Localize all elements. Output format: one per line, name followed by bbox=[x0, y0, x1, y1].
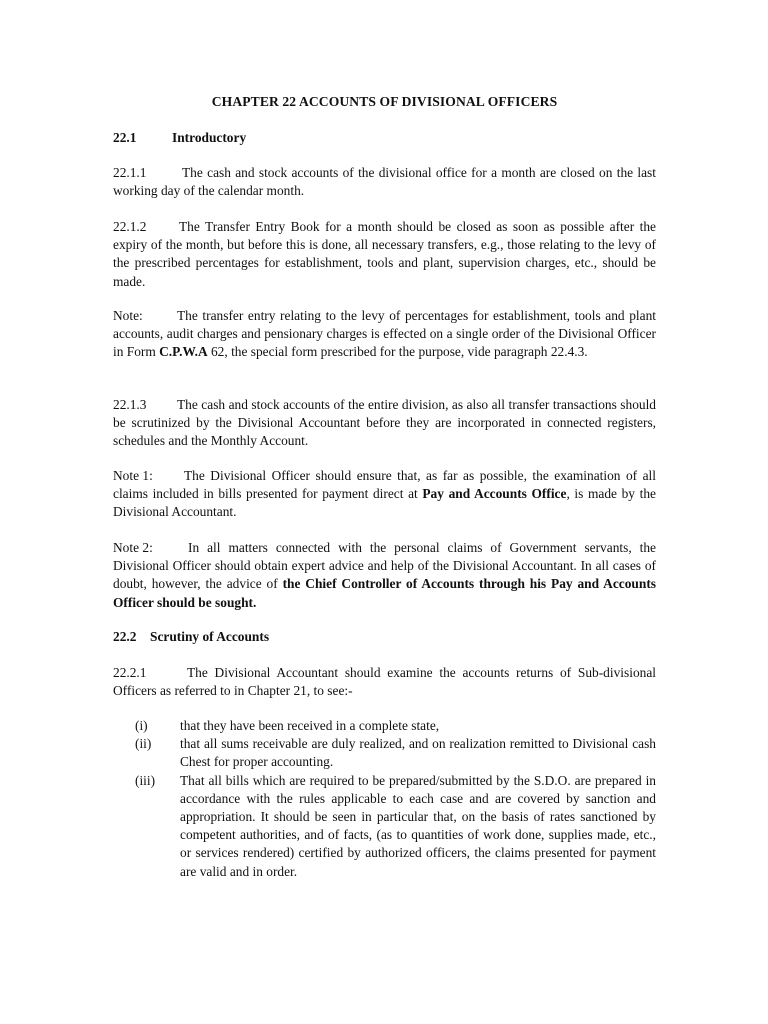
section-title: Introductory bbox=[172, 130, 247, 145]
note-text-end: 62, the special form prescribed for the purpose, vide paragraph 22.4.3. bbox=[207, 344, 588, 360]
authority-clause: the Chief Controller of Accounts through his Pay and Accounts Officer should be sought. bbox=[113, 576, 656, 610]
paragraph-number: 22.1.3 bbox=[113, 397, 147, 412]
note-paragraph bbox=[113, 307, 656, 362]
note-text: The Divisional Officer should ensure that, as far as possible, the examination of all claims included in bills presented for payment direct at bbox=[113, 468, 656, 502]
note-text-end: , is made by the Divisional Accountant. bbox=[113, 486, 656, 520]
list-marker: (i) bbox=[135, 718, 148, 733]
note-text: The transfer entry relating to the levy of percentages for establishment, tools and plant accounts, audit charges and pensionary charges is effected on a single order of the Divisional Officer in Form bbox=[113, 308, 656, 360]
section-heading-22-1 bbox=[113, 130, 246, 146]
paragraph-22-1-2 bbox=[113, 218, 656, 291]
list-item-text: That all bills which are required to be prepared/submitted by the S.D.O. are prepared in accordance with the rules applicable to each case and are covered by sanction and appropriation. It should be seen in particular that, on the basis of rates sanctioned by competent authorities, and of facts, (as to quantities of work done, supplies made, etc., or services rendered) certified by authorized officers, the claims presented for payment are valid and in order. bbox=[180, 772, 656, 879]
paragraph-number: 22.2.1 bbox=[113, 665, 147, 680]
note-2-paragraph bbox=[113, 539, 656, 612]
note-label: Note 2: bbox=[113, 540, 153, 555]
list-item bbox=[135, 772, 656, 881]
paragraph-22-1-3 bbox=[113, 396, 656, 451]
list-item bbox=[135, 717, 656, 735]
list-marker: (ii) bbox=[135, 736, 152, 752]
paragraph-22-1-1 bbox=[113, 164, 656, 200]
paragraph-text: The Divisional Accountant should examine the accounts returns of Sub-divisional Officers as referred to in Chapter 21, to see:- bbox=[113, 665, 656, 699]
note-1-paragraph bbox=[113, 467, 656, 522]
paragraph-number: 22.1.1 bbox=[113, 165, 147, 180]
check-list bbox=[135, 717, 656, 881]
section-title: Scrutiny of Accounts bbox=[150, 629, 270, 644]
section-heading-22-2 bbox=[113, 629, 269, 645]
paragraph-text: The cash and stock accounts of the entire division, as also all transfer transactions should be scrutinized by the Divisional Accountant before they are incorporated in connected registers, schedules and the Monthly Account. bbox=[113, 397, 656, 449]
office-name: Pay and Accounts Office bbox=[422, 486, 567, 502]
paragraph-text: The Transfer Entry Book for a month should be closed as soon as possible after the expiry of the month, but before this is done, all necessary transfers, e.g., those relating to the levy of the prescribed percentages for establishment, tools and plant, supervision charges, etc., should be made. bbox=[113, 219, 656, 289]
list-marker: (iii) bbox=[135, 772, 156, 788]
note-label: Note: bbox=[113, 308, 143, 323]
section-number: 22.1 bbox=[113, 130, 137, 145]
section-number: 22.2 bbox=[113, 629, 137, 644]
note-label: Note 1: bbox=[113, 468, 153, 483]
note-text: In all matters connected with the personal claims of Government servants, the Divisional Officer should obtain expert advice and help of the Divisional Accountant. In all cases of doubt, however, the advice of bbox=[113, 540, 656, 592]
paragraph-text: The cash and stock accounts of the divisional office for a month are closed on the last working day of the calendar month. bbox=[113, 165, 656, 199]
paragraph-number: 22.1.2 bbox=[113, 219, 147, 234]
list-item-text: that they have been received in a complete state, bbox=[180, 718, 440, 733]
list-item bbox=[135, 735, 656, 771]
chapter-title: CHAPTER 22 ACCOUNTS OF DIVISIONAL OFFICERS bbox=[211, 94, 558, 109]
paragraph-22-2-1 bbox=[113, 664, 656, 700]
form-reference: C.P.W.A bbox=[159, 344, 208, 360]
list-item-text: that all sums receivable are duly realized, and on realization remitted to Divisional cash Chest for proper accounting. bbox=[180, 736, 656, 770]
